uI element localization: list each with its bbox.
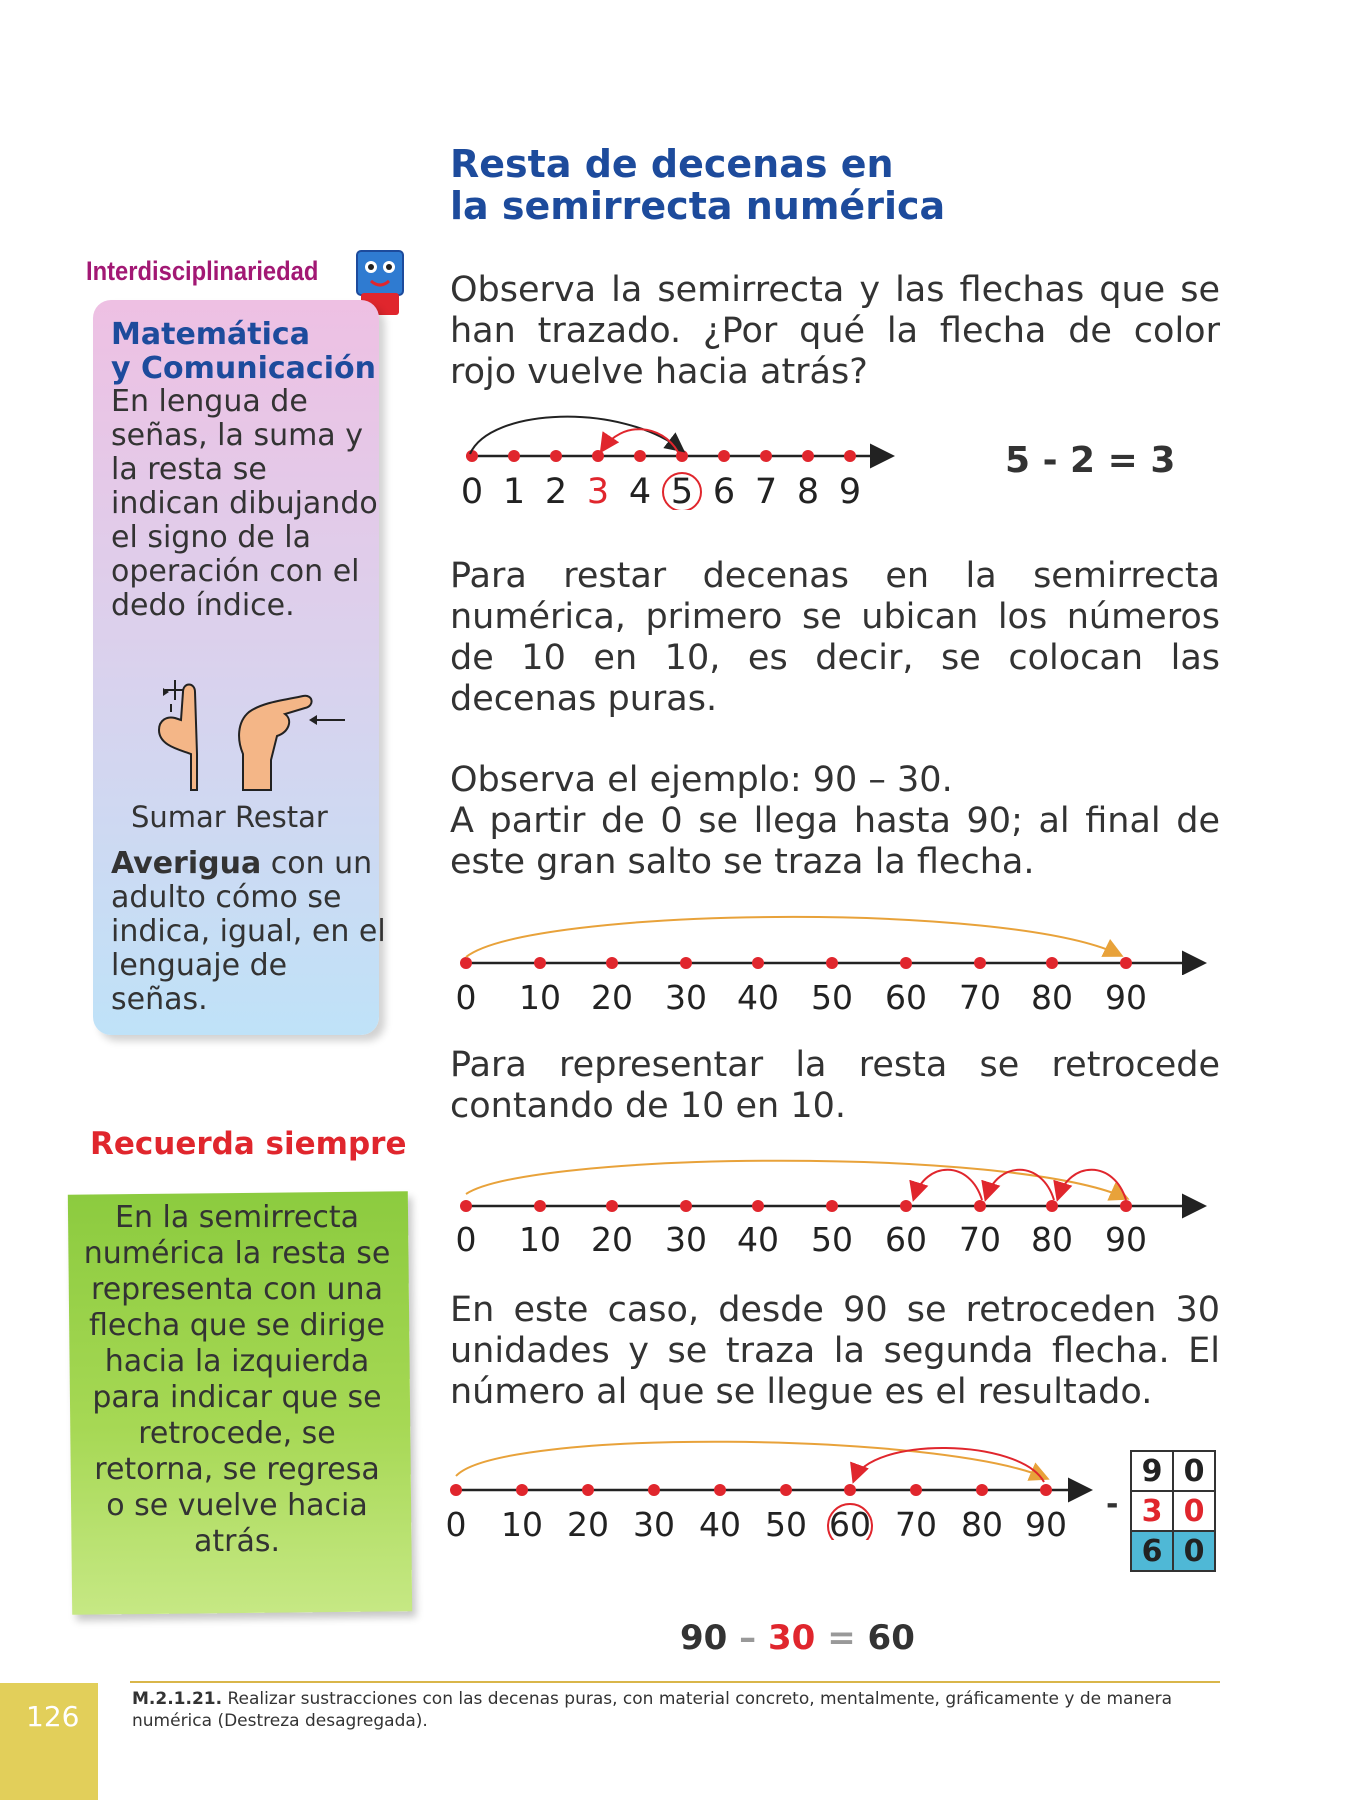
paragraph-3 <box>450 760 1220 883</box>
table-cell: 0 <box>1173 1531 1215 1571</box>
reminder-text: En la semirrecta numérica la resta se representa con una flecha que se dirige hacia la izquierda para indicar que se retrocede, se retorna, se regresa o se vuelve hacia atrás. <box>83 1200 391 1559</box>
table-row <box>1131 1451 1215 1491</box>
tick-label: 60 <box>885 1220 927 1259</box>
tick-label: 90 <box>1025 1505 1067 1544</box>
paragraph-2: Para restar decenas en la semirrecta numérica, primero se ubican los números de 10 en 10, es decir, se colocan las decenas puras. <box>450 556 1220 719</box>
equation-small: 5 - 2 = 3 <box>1005 440 1176 481</box>
subtraction-table <box>1130 1450 1216 1572</box>
final-eq-c: 60 <box>867 1618 915 1658</box>
reminder-title: Recuerda siempre <box>90 1126 407 1162</box>
tick-label: 20 <box>567 1505 609 1544</box>
axis-point <box>550 450 562 462</box>
axis-point <box>460 1200 472 1212</box>
tick-label: 0 <box>455 1220 477 1259</box>
tick-label: 70 <box>959 978 1001 1017</box>
minus-sign: - <box>1106 1487 1119 1522</box>
tick-label: 50 <box>811 978 853 1017</box>
axis-point <box>752 957 764 969</box>
table-cell: 6 <box>1131 1531 1173 1571</box>
axis-point <box>648 1484 660 1496</box>
axis-point <box>974 1200 986 1212</box>
axis-point <box>826 957 838 969</box>
table-row <box>1131 1491 1215 1531</box>
axis-point <box>534 957 546 969</box>
axis-point <box>1040 1484 1052 1496</box>
axis-point <box>1046 1200 1058 1212</box>
axis-point <box>534 1200 546 1212</box>
tick-label: 40 <box>699 1505 741 1544</box>
tick-label: 30 <box>633 1505 675 1544</box>
axis-point <box>680 957 692 969</box>
tick-label: 60 <box>829 1505 871 1544</box>
signs-label: Sumar Restar <box>131 800 328 834</box>
axis-point <box>592 450 604 462</box>
tick-label: 4 <box>628 472 652 512</box>
axis-point <box>802 450 814 462</box>
axis-point <box>606 957 618 969</box>
interdisciplinary-text: En lengua de señas, la suma y la resta se indican dibujando el signo de la operación con el dedo índice. <box>111 384 378 623</box>
axis-point <box>680 1200 692 1212</box>
final-eq-eq: = <box>827 1618 856 1658</box>
sign-language-hands <box>125 670 365 800</box>
tick-label: 40 <box>737 978 779 1017</box>
axis-point <box>582 1484 594 1496</box>
axis-point <box>634 450 646 462</box>
tick-label: 30 <box>665 978 707 1017</box>
tick-label: 40 <box>737 1220 779 1259</box>
tick-label: 6 <box>712 472 736 512</box>
tick-label: 30 <box>665 1220 707 1259</box>
back-arrow-1 <box>1058 1170 1126 1200</box>
axis-point <box>1046 957 1058 969</box>
forward-arrow <box>456 1442 1046 1478</box>
tick-label: 10 <box>519 1220 561 1259</box>
table-cell: 0 <box>1173 1451 1215 1491</box>
forward-arrow <box>466 917 1120 957</box>
hand-subtract-icon <box>239 696 345 790</box>
hand-add-icon <box>159 680 197 790</box>
title-line-2: la semirrecta numérica <box>450 184 946 228</box>
axis-point <box>1120 957 1132 969</box>
tick-label: 20 <box>591 978 633 1017</box>
tick-label: 8 <box>796 472 820 512</box>
final-eq-op: – <box>739 1618 757 1658</box>
paragraph-4: Para representar la resta se retrocede contando de 10 en 10. <box>450 1045 1220 1126</box>
tick-label: 70 <box>895 1505 937 1544</box>
tick-label: 80 <box>961 1505 1003 1544</box>
tick-label: 50 <box>765 1505 807 1544</box>
tick-label: 0 <box>455 978 477 1017</box>
paragraph-5: En este caso, desde 90 se retroceden 30 unidades y se traza la segunda flecha. El número al que se llegue es el resultado. <box>450 1290 1220 1412</box>
axis-point <box>976 1484 988 1496</box>
skill-code: M.2.1.21. <box>132 1689 223 1709</box>
axis-point <box>516 1484 528 1496</box>
table-cell: 3 <box>1131 1491 1173 1531</box>
tick-label: 9 <box>838 472 862 512</box>
page-number: 126 <box>26 1700 80 1733</box>
tick-label: 7 <box>754 472 778 512</box>
tick-label: 0 <box>460 472 484 512</box>
paragraph-3-line-2: A partir de 0 se llega hasta 90; al final de este gran salto se traza la flecha. <box>450 801 1220 882</box>
axis-point <box>844 1484 856 1496</box>
table-cell: 0 <box>1173 1491 1215 1531</box>
axis-point <box>900 957 912 969</box>
axis-point <box>826 1200 838 1212</box>
final-eq-b: 30 <box>768 1618 816 1658</box>
table-row <box>1131 1531 1215 1571</box>
axis-point <box>606 1200 618 1212</box>
averigua-bold: Averigua <box>111 846 262 881</box>
title-line-1: Resta de decenas en <box>450 142 894 186</box>
tick-label: 0 <box>445 1505 467 1544</box>
interdisciplinary-label: Interdisciplinariedad <box>86 256 319 286</box>
skill-description: Realizar sustracciones con las decenas puras, con material concreto, mentalmente, gráficamente y de manera numérica (Destreza desagregada). <box>132 1689 1173 1731</box>
interdisciplinary-text-2 <box>111 847 391 1017</box>
tick-label: 10 <box>519 978 561 1017</box>
number-line-tens-1 <box>450 905 1210 975</box>
paragraph-3-line-1: Observa el ejemplo: 90 – 30. <box>450 760 953 800</box>
final-eq-a: 90 <box>680 1618 728 1658</box>
tick-label: 5 <box>670 472 694 512</box>
back-arrow-3 <box>914 1170 982 1200</box>
heading-line-1: Matemática <box>111 317 310 352</box>
page-title <box>450 143 1250 227</box>
table-cell: 9 <box>1131 1451 1173 1491</box>
tick-label: 20 <box>591 1220 633 1259</box>
tick-label: 10 <box>501 1505 543 1544</box>
number-line-tens-2 <box>450 1150 1210 1220</box>
axis-point <box>910 1484 922 1496</box>
interdisciplinary-heading <box>111 318 376 386</box>
axis-point <box>508 450 520 462</box>
tick-label: 1 <box>502 472 526 512</box>
tick-label: 2 <box>544 472 568 512</box>
axis-point <box>460 957 472 969</box>
tick-label: 90 <box>1105 1220 1147 1259</box>
axis-point <box>450 1484 462 1496</box>
forward-arrow <box>470 417 682 454</box>
tick-label: 3 <box>586 472 610 512</box>
back-arrow <box>854 1448 1044 1482</box>
averigua-rest: con un adulto cómo se indica, igual, en el lenguaje de señas. <box>111 846 386 1017</box>
tick-label: 70 <box>959 1220 1001 1259</box>
axis-point <box>752 1200 764 1212</box>
tick-label: 50 <box>811 1220 853 1259</box>
axis-point <box>974 957 986 969</box>
heading-line-2: y Comunicación <box>111 351 376 386</box>
intro-paragraph: Observa la semirrecta y las flechas que se han trazado. ¿Por qué la flecha de color rojo vuelve hacia atrás? <box>450 270 1220 392</box>
tick-label: 80 <box>1031 978 1073 1017</box>
forward-arrow <box>466 1161 1126 1198</box>
axis-point <box>844 450 856 462</box>
axis-point <box>780 1484 792 1496</box>
tick-label: 90 <box>1105 978 1147 1017</box>
final-equation <box>680 1618 915 1658</box>
axis-point <box>900 1200 912 1212</box>
axis-point <box>718 450 730 462</box>
axis-point <box>1120 1200 1132 1212</box>
axis-point <box>714 1484 726 1496</box>
tick-label: 80 <box>1031 1220 1073 1259</box>
footer-text <box>132 1688 1222 1732</box>
footer-divider <box>130 1681 1220 1683</box>
axis-point <box>760 450 772 462</box>
tick-label: 60 <box>885 978 927 1017</box>
